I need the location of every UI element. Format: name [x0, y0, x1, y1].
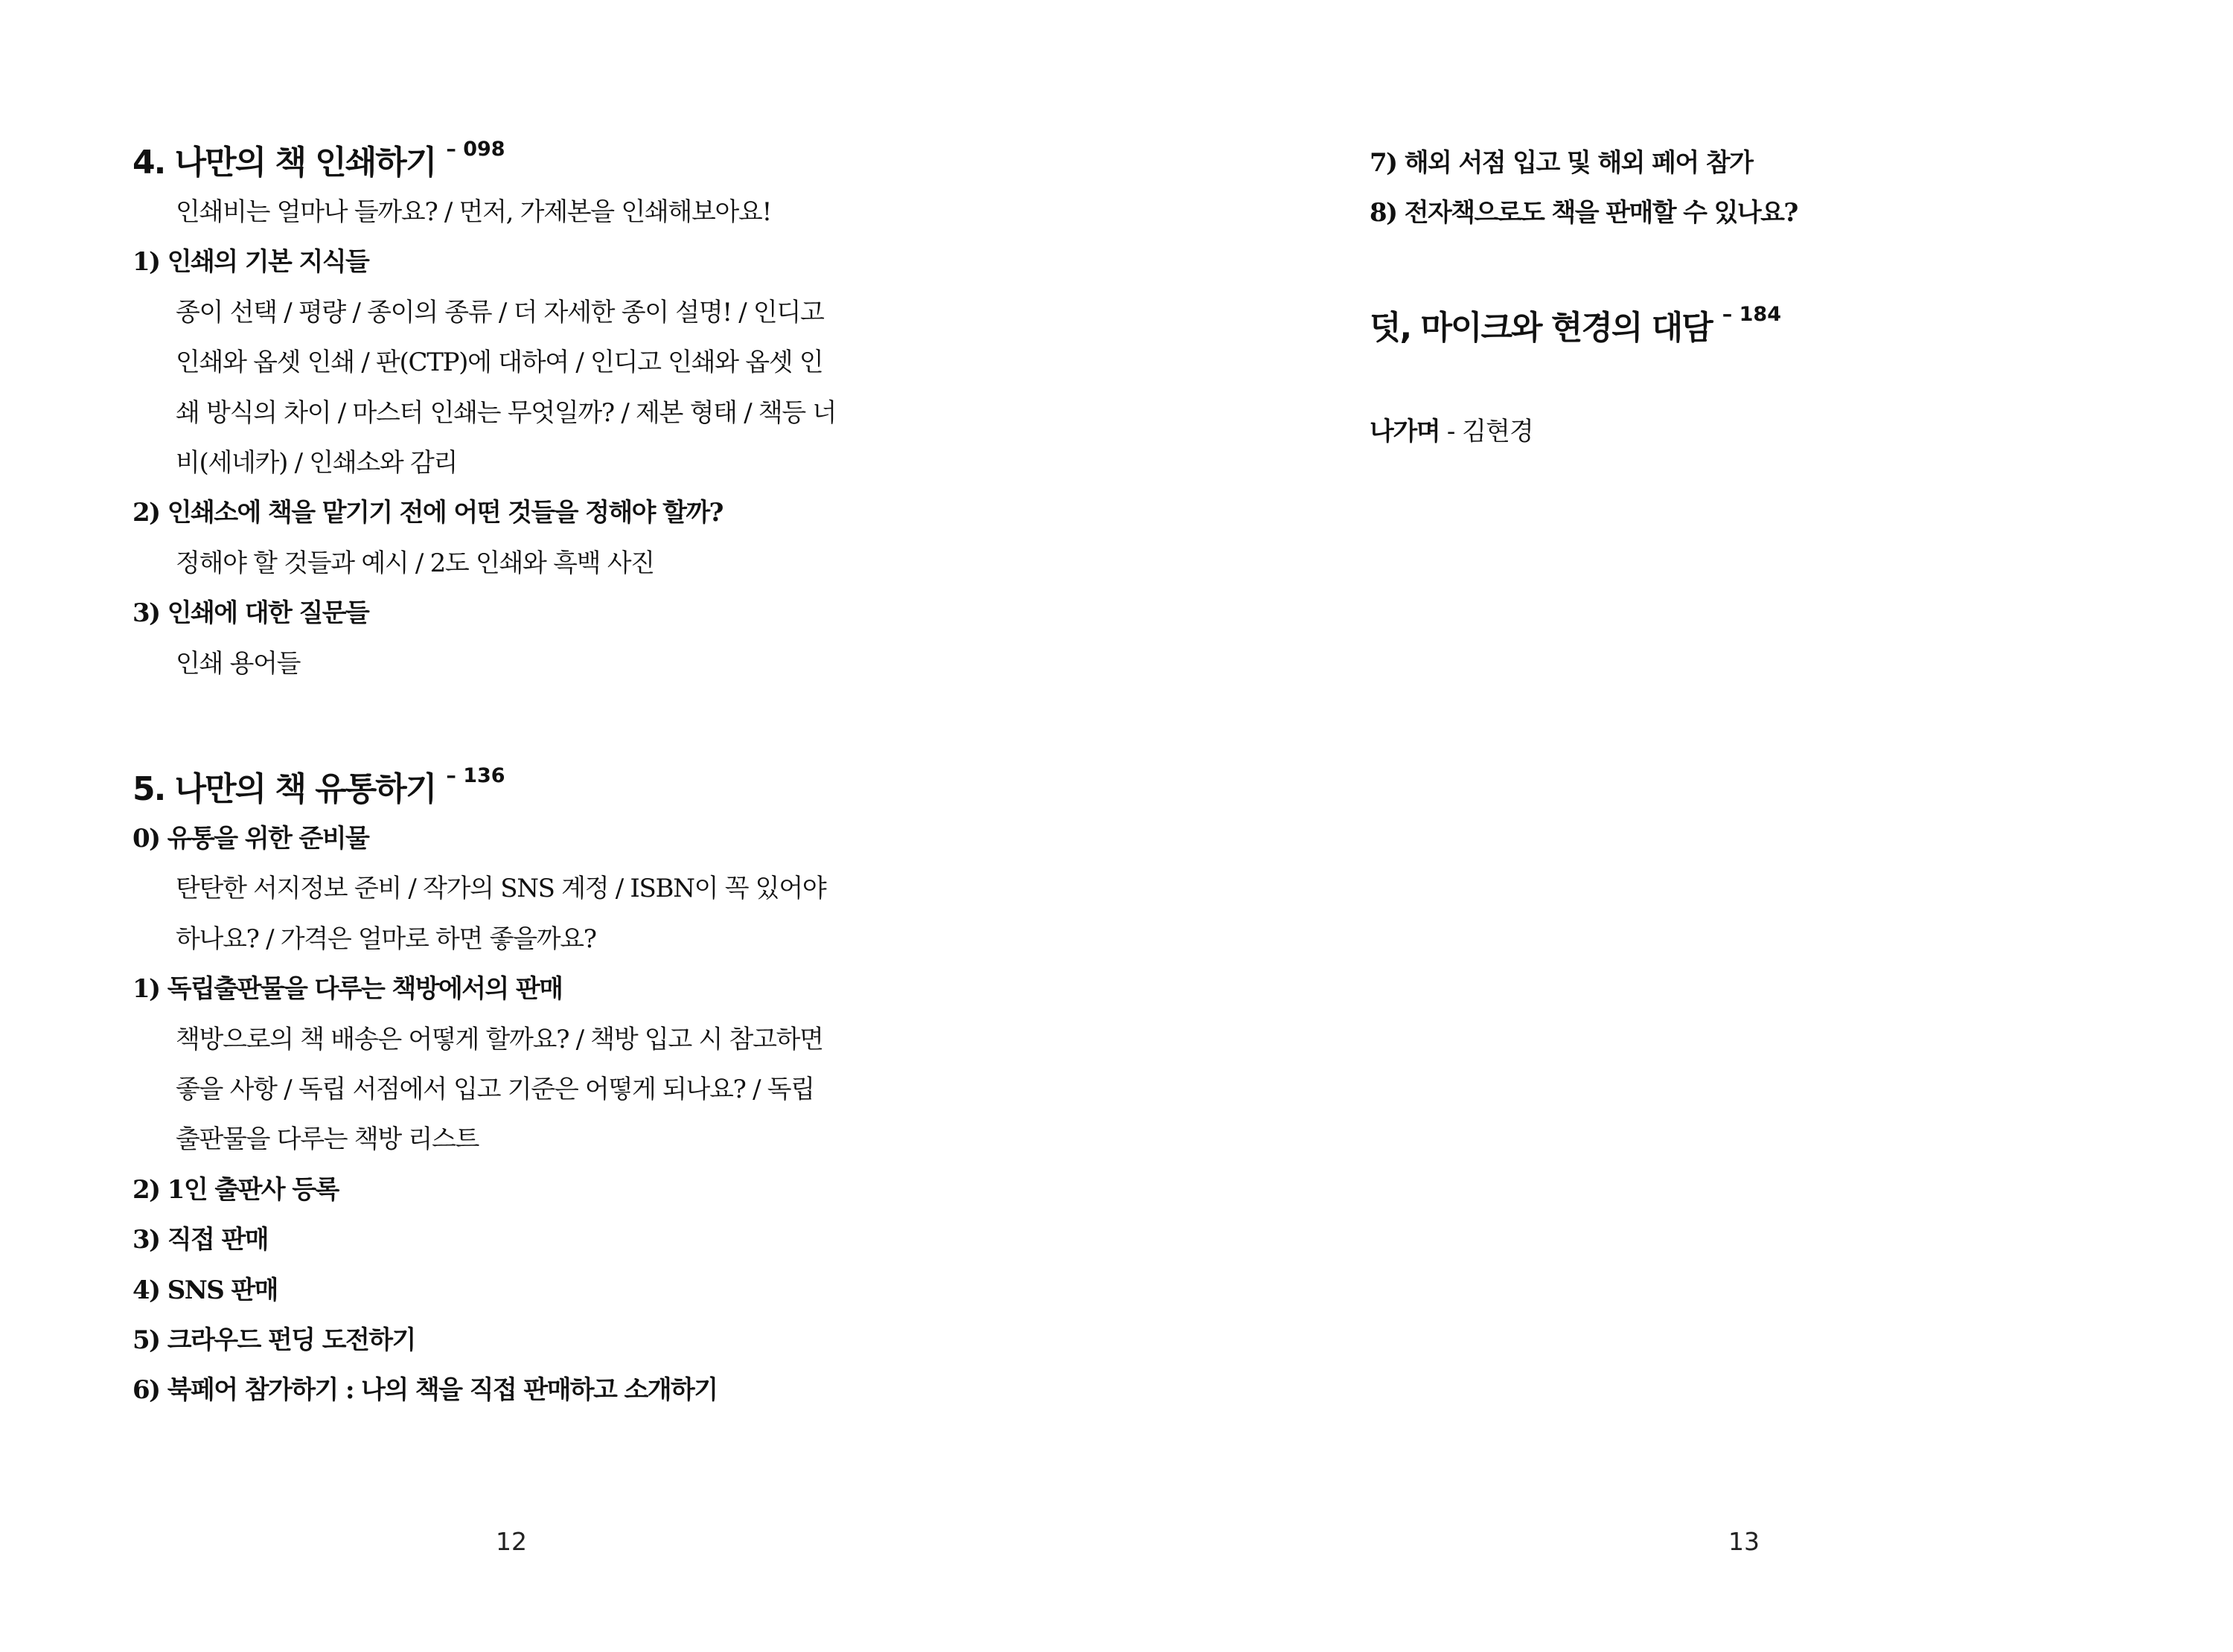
closing-entry: [1370, 407, 2159, 457]
toc-detail-line: 책방으로의 책 배송은 어떻게 할까요? / 책방 입고 시 참고하면: [176, 1024, 823, 1054]
toc-subsection-entry: 1) 인쇄의 기본 지식들: [132, 247, 369, 278]
section-5-page-ref: – 136: [446, 764, 505, 787]
closing-author: - 김현경: [1440, 417, 1533, 446]
section-4-page-ref: – 098: [446, 138, 505, 161]
toc-detail-line: 인쇄비는 얼마나 들까요? / 먼저, 가제본을 인쇄해보아요!: [176, 197, 771, 227]
bonus-heading: [1370, 304, 2159, 353]
toc-subsection-entry: 8) 전자책으로도 책을 판매할 수 있나요?: [1370, 198, 1798, 228]
toc-detail-line: 인쇄와 옵셋 인쇄 / 판(CTP)에 대하여 / 인디고 인쇄와 옵셋 인: [176, 348, 823, 378]
page-number-right: 13: [1728, 1527, 1760, 1556]
section-5: [132, 765, 921, 1416]
toc-subsection-entry: 1) 독립출판물을 다루는 책방에서의 판매: [132, 974, 563, 1005]
continued-entries: [1370, 138, 2159, 239]
section-4: [132, 138, 921, 689]
left-page: [0, 0, 1116, 1652]
toc-detail-line: 비(세네카) / 인쇄소와 감리: [176, 447, 458, 478]
right-page: [1116, 0, 2233, 1652]
closing-label: 나가며: [1370, 417, 1440, 446]
page-number-left: 12: [496, 1527, 527, 1556]
toc-subsection-entry: 6) 북페어 참가하기 : 나의 책을 직접 판매하고 소개하기: [132, 1375, 718, 1406]
bonus-section: [1370, 304, 2159, 353]
toc-subsection-entry: 0) 유통을 위한 준비물: [132, 824, 369, 854]
toc-subsection-entry: 4) SNS 판매: [132, 1275, 278, 1305]
section-4-title: 4. 나만의 책 인쇄하기: [132, 144, 436, 182]
continued-entry-list: [1370, 138, 2159, 239]
toc-subsection-entry: 5) 크라우드 펀딩 도전하기: [132, 1325, 415, 1355]
toc-detail-line: 탄탄한 서지정보 준비 / 작가의 SNS 계정 / ISBN이 꼭 있어야: [176, 874, 826, 904]
toc-detail-line: 쇄 방식의 차이 / 마스터 인쇄는 무엇일까? / 제본 형태 / 책등 너: [176, 397, 836, 428]
bonus-title: 덧, 마이크와 현경의 대담: [1370, 309, 1712, 347]
toc-subsection-entry: 3) 직접 판매: [132, 1225, 268, 1255]
section-5-heading: [132, 765, 921, 814]
toc-detail-line: 하나요? / 가격은 얼마로 하면 좋을까요?: [176, 923, 596, 954]
section-4-heading: [132, 138, 921, 188]
toc-subsection-entry: 2) 1인 출판사 등록: [132, 1174, 339, 1205]
section-4-entries: [132, 188, 921, 689]
toc-detail-line: 인쇄 용어들: [176, 648, 301, 679]
toc-detail-line: 정해야 할 것들과 예시 / 2도 인쇄와 흑백 사진: [176, 548, 654, 578]
toc-detail-line: 출판물을 다루는 책방 리스트: [176, 1124, 479, 1155]
toc-subsection-entry: 3) 인쇄에 대한 질문들: [132, 598, 369, 629]
bonus-page-ref: – 184: [1722, 303, 1781, 326]
section-5-title: 5. 나만의 책 유통하기: [132, 770, 436, 808]
toc-subsection-entry: 7) 해외 서점 입고 및 해외 페어 참가: [1370, 148, 1753, 178]
toc-detail-line: 종이 선택 / 평량 / 종이의 종류 / 더 자세한 종이 설명! / 인디고: [176, 297, 824, 327]
section-5-entries: [132, 814, 921, 1416]
toc-detail-line: 좋을 사항 / 독립 서점에서 입고 기준은 어떻게 되나요? / 독립: [176, 1074, 814, 1104]
toc-subsection-entry: 2) 인쇄소에 책을 맡기기 전에 어떤 것들을 정해야 할까?: [132, 498, 723, 528]
